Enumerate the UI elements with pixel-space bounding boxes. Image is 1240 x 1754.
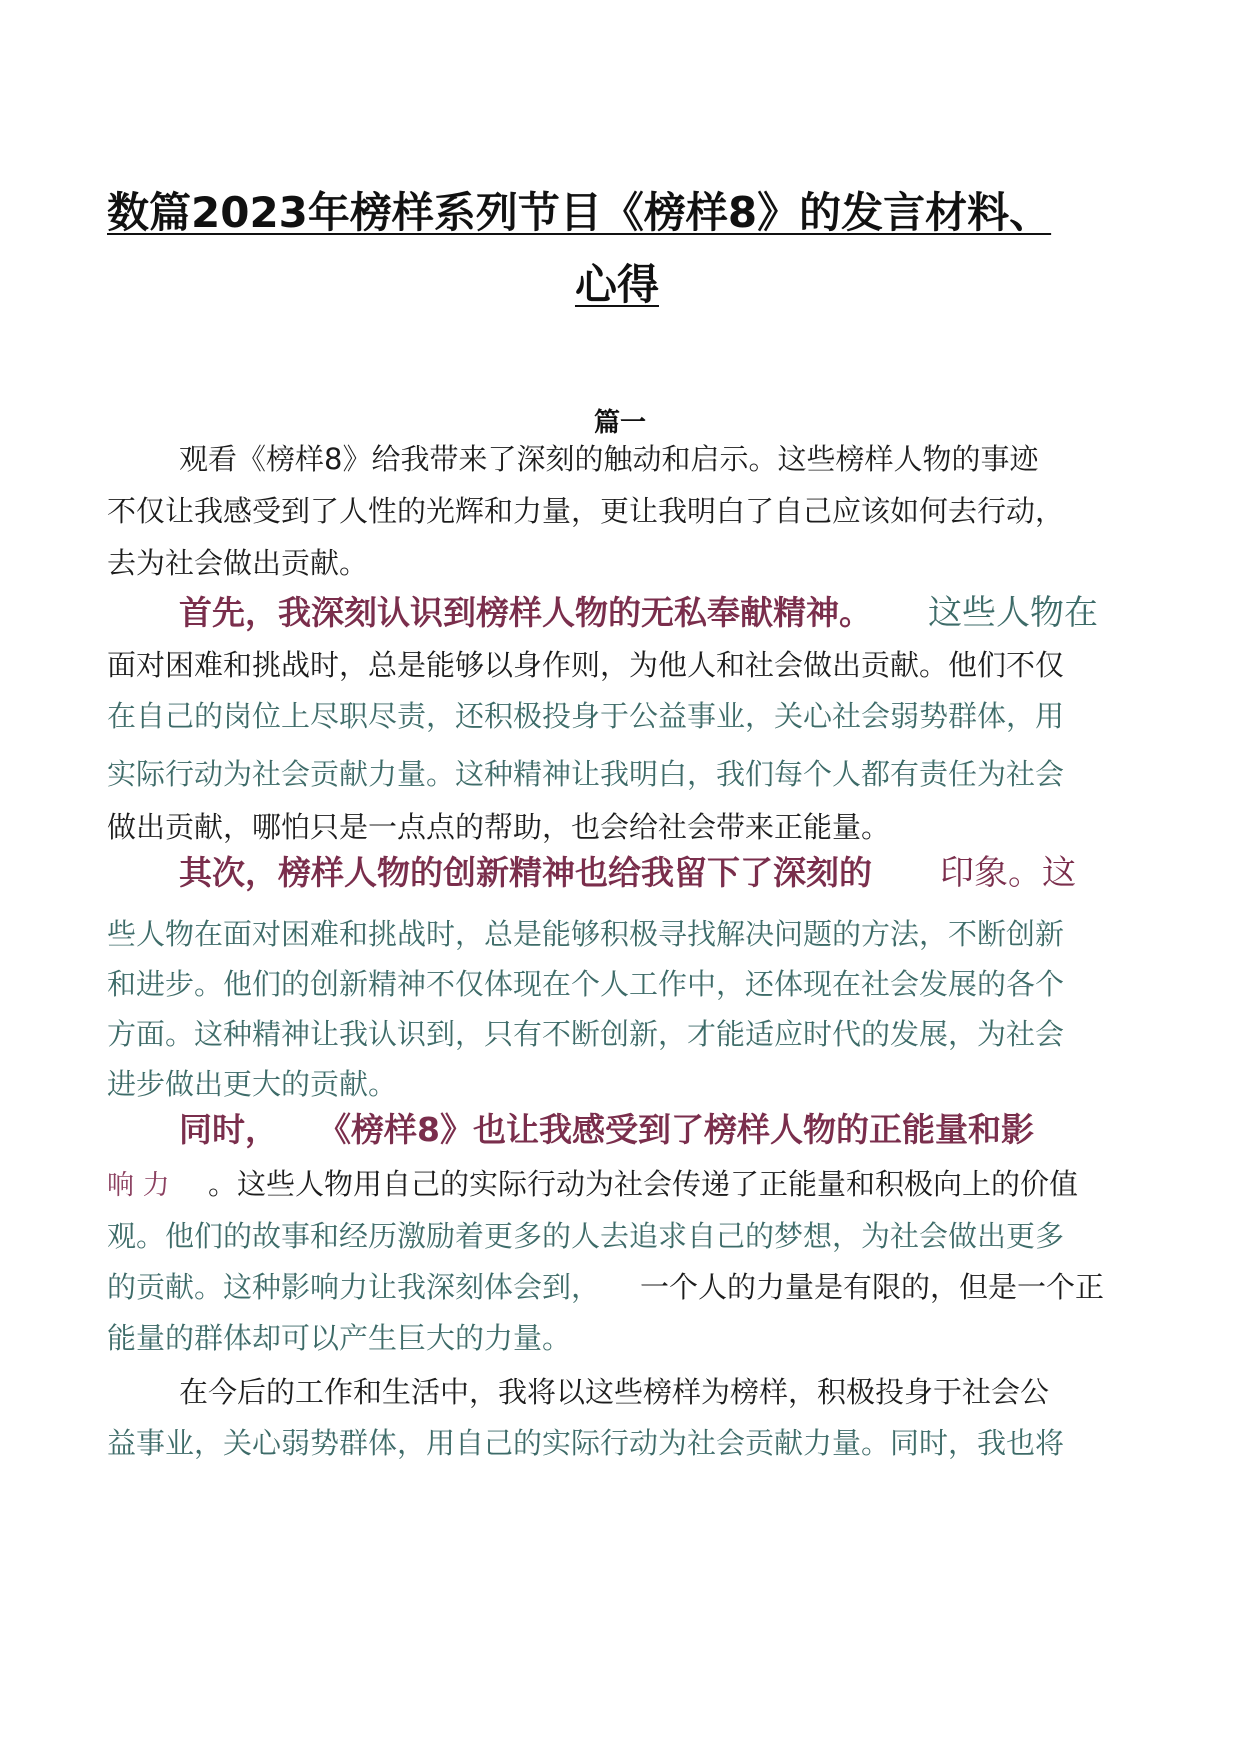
paragraph-line: 的贡献。这种影响力让我深刻体会到， (107, 1270, 601, 1304)
paragraph-line: 不仅让我感受到了人性的光辉和力量，更让我明白了自己应该如何去行动， (107, 494, 1065, 528)
paragraph-line: 观。他们的故事和经历激励着更多的人去追求自己的梦想，为社会做出更多 (107, 1219, 1065, 1253)
paragraph-line: 些人物在面对困难和挑战时，总是能够积极寻找解决问题的方法，不断创新 (107, 917, 1065, 951)
document-title-line2: 心得 (574, 260, 659, 309)
point-heading: 其次，榜样人物的创新精神也给我留下了深刻的 (179, 853, 872, 892)
paragraph-line: 印象。这 (940, 853, 1076, 893)
paragraph-line: 面对困难和挑战时，总是能够以身作则，为他人和社会做出贡献。他们不仅 (107, 648, 1065, 682)
paragraph-line: 在今后的工作和生活中，我将以这些榜样为榜样，积极投身于社会公 (179, 1375, 1050, 1409)
paragraph-line: 观看《榜样8》给我带来了深刻的触动和启示。这些榜样人物的事迹 (179, 442, 1039, 476)
paragraph-line: 做出贡献，哪怕只是一点点的帮助，也会给社会带来正能量。 (107, 810, 891, 844)
paragraph-line: 。这些人物用自己的实际行动为社会传递了正能量和积极向上的价值 (208, 1167, 1079, 1201)
document-title-line1: 数篇2023年榜样系列节目《榜样8》的发言材料、 (107, 188, 1052, 237)
paragraph-line: 一个人的力量是有限的，但是一个正 (640, 1270, 1105, 1304)
paragraph-line: 这些人物在 (928, 593, 1098, 633)
point-heading: 《榜样8》也让我感受到了榜样人物的正能量和影 (318, 1110, 1034, 1149)
point-heading: 同时， (179, 1110, 278, 1149)
paragraph-line: 响 力 (107, 1170, 170, 1201)
paragraph-line: 进步做出更大的贡献。 (107, 1067, 398, 1101)
paragraph-line: 去为社会做出贡献。 (107, 546, 369, 580)
paragraph-line: 在自己的岗位上尽职尽责，还积极投身于公益事业，关心社会弱势群体，用 (107, 699, 1065, 733)
point-heading: 首先，我深刻认识到榜样人物的无私奉献精神。 (179, 593, 872, 632)
paragraph-line: 益事业，关心弱势群体，用自己的实际行动为社会贡献力量。同时，我也将 (107, 1426, 1065, 1460)
paragraph-line: 和进步。他们的创新精神不仅体现在个人工作中，还体现在社会发展的各个 (107, 967, 1065, 1001)
paragraph-line: 实际行动为社会贡献力量。这种精神让我明白，我们每个人都有责任为社会 (107, 757, 1065, 791)
section-heading: 篇一 (593, 408, 646, 438)
paragraph-line: 方面。这种精神让我认识到，只有不断创新，才能适应时代的发展，为社会 (107, 1017, 1065, 1051)
paragraph-line: 能量的群体却可以产生巨大的力量。 (107, 1321, 572, 1355)
